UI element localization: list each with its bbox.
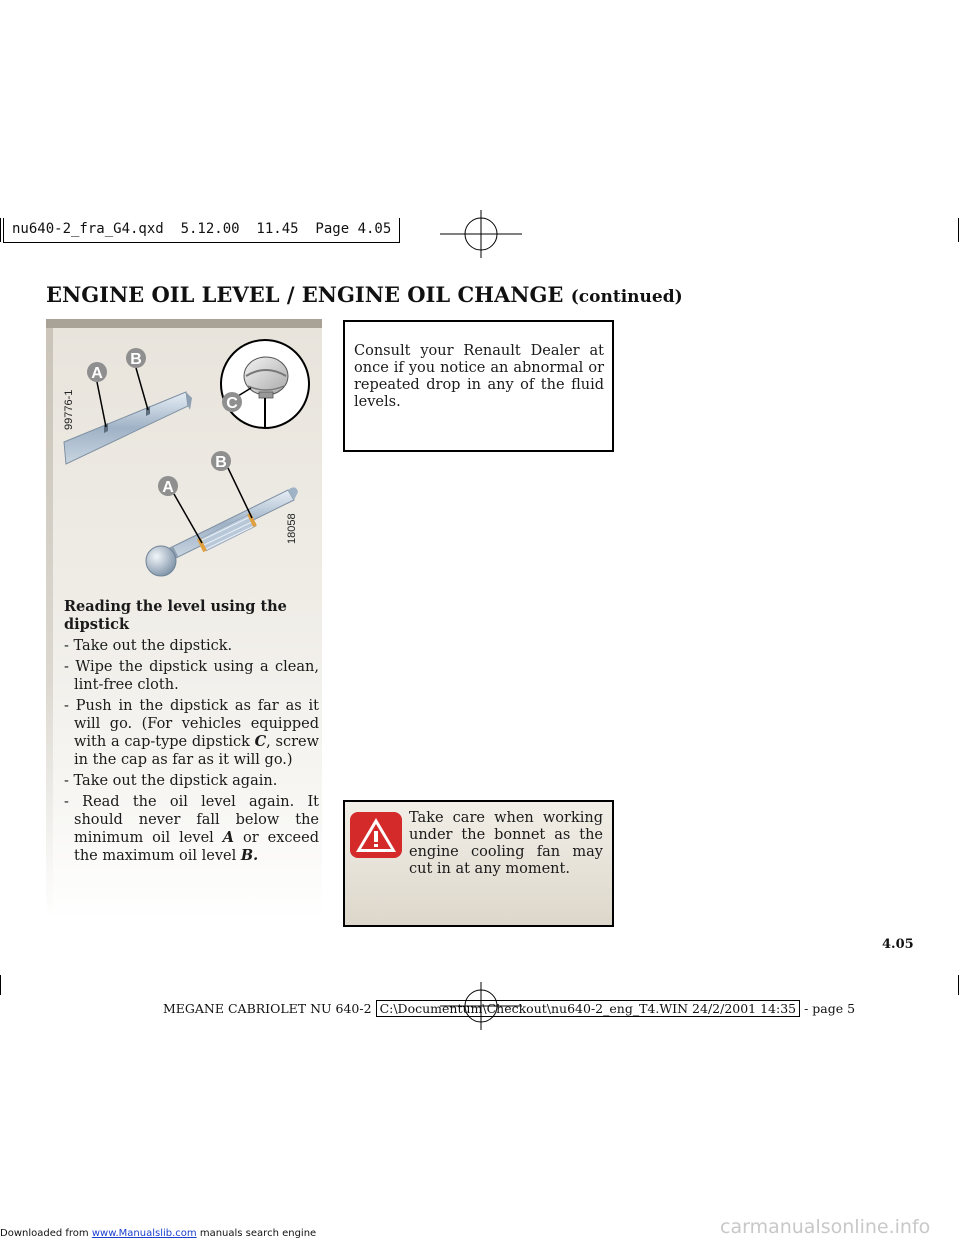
instruction-step: - Take out the dipstick again. [64, 773, 278, 789]
instruction-step: - Push in the dipstick as far as it will go. (For vehicles equipped with a cap-type dipstick C, screw in the cap as far as it will go.) [64, 698, 319, 768]
dipstick-instructions [64, 598, 319, 868]
download-banner [0, 1228, 316, 1239]
figure-ref-top: 99776-1 [63, 389, 75, 430]
svg-text:C: C [226, 395, 238, 412]
warning-text: Take care when working under the bonnet as the engine cooling fan may cut in at any moment. [409, 810, 603, 877]
instruction-step: - Wipe the dipstick using a clean, lint-free cloth. [64, 659, 319, 693]
cap-dipstick-inset [221, 340, 309, 428]
instruction-step: - Take out the dipstick. [64, 638, 233, 654]
crop-mark [958, 975, 959, 995]
crop-mark [0, 975, 1, 995]
dealer-info-box [343, 320, 614, 452]
left-column-stripe [46, 319, 53, 919]
page-title [46, 282, 683, 307]
label-a-top [87, 362, 107, 382]
round-dipstick [146, 487, 298, 576]
svg-text:A: A [91, 365, 103, 382]
left-column-top-bar [46, 319, 322, 328]
crop-mark [0, 218, 1, 242]
flat-dipstick [63, 389, 192, 464]
instructions-heading: Reading the level using the dipstick [64, 598, 287, 633]
title-continued: (continued) [570, 287, 683, 307]
download-suffix: manuals search engine [199, 1228, 317, 1239]
figure-ref-bottom: 18058 [286, 513, 298, 544]
footer [163, 1001, 855, 1016]
registration-mark-top [440, 210, 522, 258]
manualslib-link[interactable]: www.Manualslib.com [91, 1228, 197, 1239]
label-a-bottom [158, 476, 178, 496]
footer-path: C:\Documentum\Checkout\nu640-2_eng_T4.WIN 24/2/2001 14:35 [376, 1000, 801, 1017]
warning-triangle-icon [350, 812, 402, 858]
download-prefix: Downloaded from [0, 1228, 89, 1239]
label-c [222, 392, 242, 412]
svg-text:B: B [215, 454, 227, 471]
title-main: ENGINE OIL LEVEL / ENGINE OIL CHANGE [46, 282, 564, 307]
footer-page: - page 5 [804, 1001, 856, 1016]
label-b-top [126, 348, 146, 368]
crop-mark [958, 218, 959, 242]
label-b-bottom [211, 451, 231, 471]
footer-model: MEGANE CABRIOLET NU 640-2 [163, 1001, 372, 1016]
warning-box [343, 800, 614, 927]
svg-text:B: B [130, 351, 142, 368]
svg-text:A: A [162, 479, 174, 496]
page-number: 4.05 [882, 937, 914, 952]
print-slug: nu640-2_fra_G4.qxd 5.12.00 11.45 Page 4.05 [3, 218, 400, 243]
instruction-step: - Read the oil level again. It should never fall below the minimum oil level A or exceed the maximum oil level B. [64, 794, 319, 864]
dipstick-illustration [60, 334, 320, 588]
watermark: carmanualsonline.info [720, 1216, 931, 1238]
dealer-info-text: Consult your Renault Dealer at once if you notice an abnormal or repeated drop in any of the fluid levels. [354, 343, 604, 410]
